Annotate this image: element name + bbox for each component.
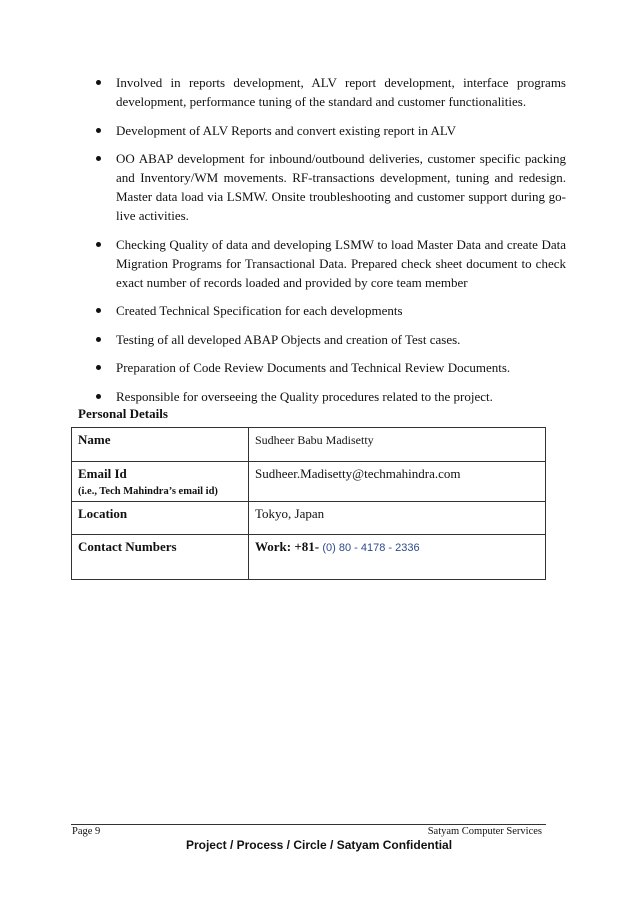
location-value: Tokyo, Japan (249, 502, 546, 535)
list-item (96, 358, 566, 377)
list-item (96, 387, 566, 406)
table-row (72, 502, 546, 535)
bullet-icon (96, 242, 101, 247)
email-note: (i.e., Tech Mahindra’s email id) (78, 486, 218, 497)
bullet-icon (96, 394, 101, 399)
bullet-icon (96, 365, 101, 370)
list-item (96, 235, 566, 292)
list-item-text: Involved in reports development, ALV report development, interface programs development, performance tuning of the standard and customer functionalities. (116, 75, 566, 109)
table-row (72, 462, 546, 502)
table-row (72, 428, 546, 462)
list-item-text: Testing of all developed ABAP Objects and creation of Test cases. (116, 331, 461, 347)
personal-details-table (71, 427, 546, 580)
email-value: Sudheer.Madisetty@techmahindra.com (249, 462, 546, 502)
contact-label: Contact Numbers (72, 535, 249, 580)
email-label-cell (72, 462, 249, 502)
list-item-text: OO ABAP development for inbound/outbound deliveries, customer specific packing and Inventory/WM movements. RF-transactions development, tuning and redesign. Master data load via LSMW. Onsite troubleshooting and customer support during go-live activities. (116, 151, 566, 223)
list-item (96, 73, 566, 111)
footer-page-number: Page 9 (72, 826, 101, 837)
location-label: Location (72, 502, 249, 535)
bullet-icon (96, 80, 101, 85)
list-item (96, 330, 566, 349)
email-label: Email Id (78, 466, 127, 481)
contact-value (249, 535, 546, 580)
list-item-text: Development of ALV Reports and convert existing report in ALV (116, 122, 456, 138)
table-row (72, 535, 546, 580)
footer-company: Satyam Computer Services (427, 826, 542, 837)
work-number: (0) 80 - 4178 - 2336 (322, 542, 420, 554)
list-item (96, 121, 566, 140)
list-item-text: Created Technical Specification for each developments (116, 303, 403, 318)
name-label: Name (72, 428, 249, 462)
bullet-icon (96, 337, 101, 342)
bullet-icon (96, 308, 101, 313)
footer-confidential: Project / Process / Circle / Satyam Confidential (185, 838, 453, 852)
list-item (96, 149, 566, 225)
name-value-text: Sudheer Babu Madisetty (255, 433, 374, 447)
responsibilities-list (96, 73, 566, 415)
name-value (249, 428, 546, 462)
list-item-text: Preparation of Code Review Documents and Technical Review Documents. (116, 360, 511, 375)
list-item-text: Checking Quality of data and developing LSMW to load Master Data and create Data Migration Programs for Transactional Data. Prepared check sheet document to check exact number of records loaded and provided by core team member (116, 236, 566, 290)
bullet-icon (96, 156, 101, 161)
list-item (96, 301, 566, 320)
work-label: Work: +81- (255, 539, 320, 554)
personal-details-heading: Personal Details (78, 406, 168, 421)
list-item-text: Responsible for overseeing the Quality procedures related to the project. (116, 388, 493, 404)
bullet-icon (96, 128, 101, 133)
footer-divider (71, 824, 546, 825)
